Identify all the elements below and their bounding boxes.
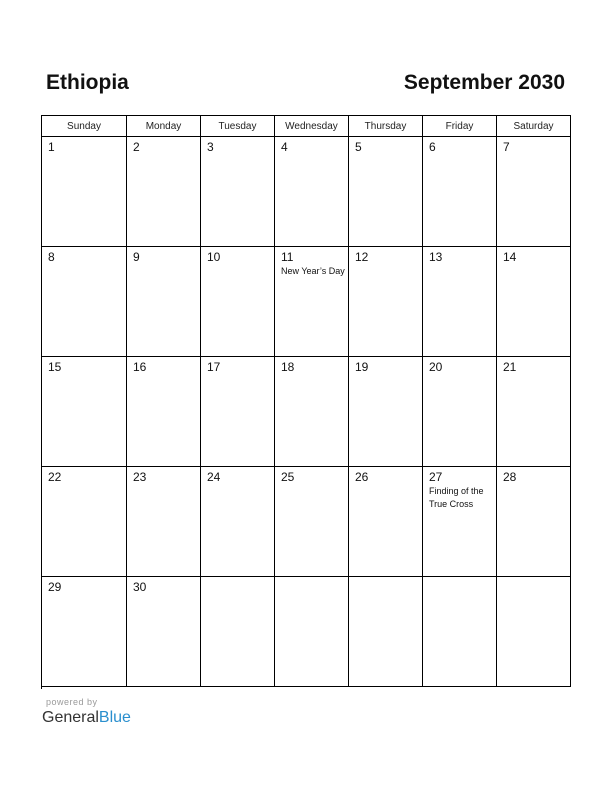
day-number: 24 bbox=[207, 470, 221, 484]
day-cell bbox=[349, 357, 423, 467]
day-cell bbox=[497, 467, 571, 577]
day-number: 8 bbox=[48, 250, 55, 264]
day-cell bbox=[349, 137, 423, 247]
day-number: 3 bbox=[207, 140, 214, 154]
day-number: 1 bbox=[48, 140, 55, 154]
holiday-label: New Year’s Day bbox=[281, 266, 345, 276]
day-number: 22 bbox=[48, 470, 62, 484]
day-number: 28 bbox=[503, 470, 517, 484]
day-number: 2 bbox=[133, 140, 140, 154]
day-cell bbox=[127, 247, 201, 357]
day-number: 12 bbox=[355, 250, 369, 264]
day-cell bbox=[42, 137, 127, 247]
day-number: 19 bbox=[355, 360, 369, 374]
day-cell bbox=[275, 247, 349, 357]
day-cell bbox=[201, 247, 275, 357]
day-number: 4 bbox=[281, 140, 288, 154]
day-number: 27 bbox=[429, 470, 443, 484]
header-country: Ethiopia bbox=[46, 71, 129, 94]
day-cell bbox=[349, 467, 423, 577]
day-number: 14 bbox=[503, 250, 517, 264]
day-cell bbox=[42, 467, 127, 577]
day-cell bbox=[127, 467, 201, 577]
day-number: 20 bbox=[429, 360, 443, 374]
day-cell bbox=[497, 357, 571, 467]
day-number: 23 bbox=[133, 470, 147, 484]
day-number: 29 bbox=[48, 580, 62, 594]
day-cell bbox=[275, 137, 349, 247]
weekday-header-friday: Friday bbox=[423, 116, 497, 137]
weekday-header-monday: Monday bbox=[127, 116, 201, 137]
day-cell bbox=[423, 357, 497, 467]
weekday-header-thursday: Thursday bbox=[349, 116, 423, 137]
day-number: 30 bbox=[133, 580, 147, 594]
day-cell bbox=[127, 137, 201, 247]
day-cell bbox=[201, 357, 275, 467]
day-number: 7 bbox=[503, 140, 510, 154]
day-cell bbox=[275, 467, 349, 577]
day-cell bbox=[423, 247, 497, 357]
day-cell bbox=[42, 247, 127, 357]
day-cell bbox=[497, 577, 571, 687]
header-month-year: September 2030 bbox=[403, 71, 565, 94]
day-cell bbox=[42, 577, 127, 687]
day-cell bbox=[275, 577, 349, 687]
day-number: 6 bbox=[429, 140, 436, 154]
day-cell bbox=[423, 577, 497, 687]
brand-logo[interactable] bbox=[42, 709, 131, 727]
day-cell bbox=[423, 137, 497, 247]
day-number: 11 bbox=[281, 250, 294, 264]
day-number: 18 bbox=[281, 360, 295, 374]
day-number: 17 bbox=[207, 360, 221, 374]
day-cell bbox=[423, 467, 497, 577]
day-cell bbox=[127, 577, 201, 687]
day-number: 25 bbox=[281, 470, 295, 484]
powered-by-label: powered by bbox=[46, 697, 98, 707]
day-cell bbox=[201, 467, 275, 577]
weekday-header-sunday: Sunday bbox=[42, 116, 127, 137]
day-cell bbox=[497, 247, 571, 357]
weekday-header-row bbox=[42, 116, 571, 137]
weekday-header-saturday: Saturday bbox=[497, 116, 571, 137]
day-cell bbox=[275, 357, 349, 467]
day-number: 13 bbox=[429, 250, 443, 264]
day-number: 5 bbox=[355, 140, 362, 154]
weekday-header-wednesday: Wednesday bbox=[275, 116, 349, 137]
day-number: 9 bbox=[133, 250, 140, 264]
day-number: 16 bbox=[133, 360, 147, 374]
day-cell bbox=[349, 247, 423, 357]
brand-name-blue: Blue bbox=[98, 709, 131, 726]
day-number: 21 bbox=[503, 360, 517, 374]
holiday-label: Finding of the True Cross bbox=[429, 486, 484, 509]
day-cell bbox=[42, 357, 127, 467]
weekday-header-tuesday: Tuesday bbox=[201, 116, 275, 137]
calendar-grid bbox=[41, 115, 571, 689]
day-cell bbox=[201, 137, 275, 247]
day-cell bbox=[349, 577, 423, 687]
day-cell bbox=[497, 137, 571, 247]
day-number: 26 bbox=[355, 470, 369, 484]
day-number: 10 bbox=[207, 250, 221, 264]
brand-name-general: General bbox=[42, 709, 99, 726]
day-cell bbox=[201, 577, 275, 687]
day-cell bbox=[127, 357, 201, 467]
day-number: 15 bbox=[48, 360, 62, 374]
